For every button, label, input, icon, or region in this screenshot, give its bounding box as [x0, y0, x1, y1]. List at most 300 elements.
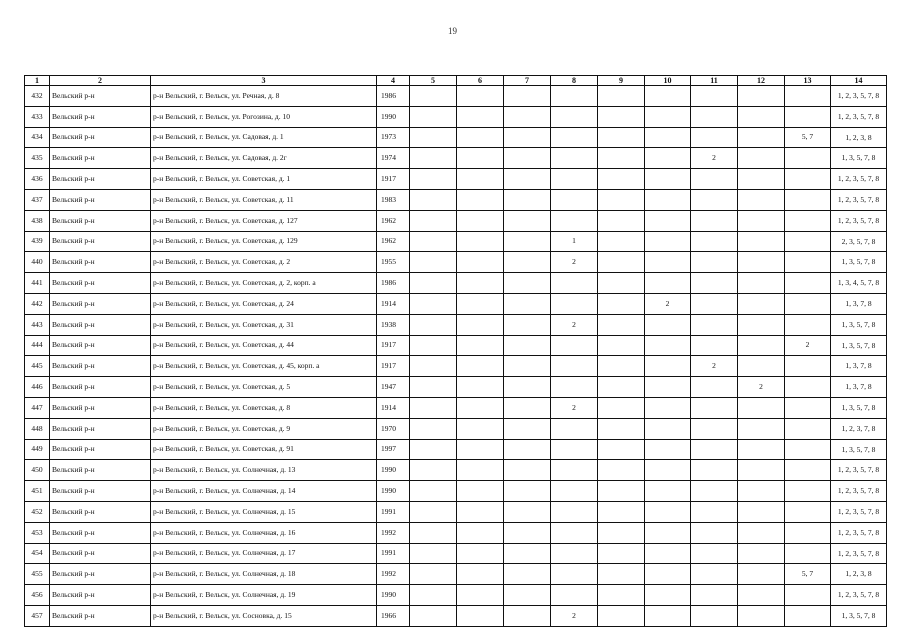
address-cell: р-н Вельский, г. Вельск, ул. Советская, д. 9 — [151, 418, 377, 439]
district-cell: Вельский р-н — [50, 314, 151, 335]
col14-cell: 1, 2, 3, 5, 7, 8 — [831, 481, 887, 502]
col12-cell — [738, 189, 785, 210]
col10-cell — [645, 356, 691, 377]
year-cell: 1974 — [377, 148, 410, 169]
district-cell: Вельский р-н — [50, 481, 151, 502]
col5-cell — [410, 605, 457, 626]
year-cell: 1986 — [377, 86, 410, 107]
col5-cell — [410, 252, 457, 273]
year-cell: 1955 — [377, 252, 410, 273]
district-cell: Вельский р-н — [50, 397, 151, 418]
col6-cell — [457, 314, 504, 335]
col14-cell: 1, 2, 3, 5, 7, 8 — [831, 585, 887, 606]
row-number: 447 — [25, 397, 50, 418]
col8-cell — [551, 377, 598, 398]
col13-cell — [785, 418, 831, 439]
address-cell: р-н Вельский, г. Вельск, ул. Солнечная, д. 16 — [151, 522, 377, 543]
col10-cell — [645, 106, 691, 127]
col7-cell — [504, 335, 551, 356]
row-number: 452 — [25, 501, 50, 522]
table-row — [25, 86, 887, 107]
col14-cell: 1, 3, 5, 7, 8 — [831, 397, 887, 418]
col7-cell — [504, 231, 551, 252]
row-number: 441 — [25, 273, 50, 294]
col13-cell — [785, 605, 831, 626]
district-cell: Вельский р-н — [50, 564, 151, 585]
col12-cell — [738, 86, 785, 107]
col11-cell — [691, 585, 738, 606]
col5-cell — [410, 356, 457, 377]
district-cell: Вельский р-н — [50, 273, 151, 294]
col9-cell — [598, 127, 645, 148]
year-cell: 1990 — [377, 585, 410, 606]
address-cell: р-н Вельский, г. Вельск, ул. Советская, д. 31 — [151, 314, 377, 335]
year-cell: 1992 — [377, 522, 410, 543]
address-cell: р-н Вельский, г. Вельск, ул. Советская, д. 5 — [151, 377, 377, 398]
col7-cell — [504, 210, 551, 231]
col7-cell — [504, 605, 551, 626]
year-cell: 1917 — [377, 356, 410, 377]
year-cell: 1970 — [377, 418, 410, 439]
row-number: 435 — [25, 148, 50, 169]
col14-cell: 1, 3, 7, 8 — [831, 293, 887, 314]
col11-cell — [691, 564, 738, 585]
col5-cell — [410, 501, 457, 522]
column-header-4: 4 — [377, 76, 410, 86]
col8-cell — [551, 564, 598, 585]
district-cell: Вельский р-н — [50, 439, 151, 460]
col6-cell — [457, 605, 504, 626]
col13-cell — [785, 585, 831, 606]
col10-cell — [645, 481, 691, 502]
column-header-1: 1 — [25, 76, 50, 86]
col8-cell — [551, 169, 598, 190]
district-cell: Вельский р-н — [50, 377, 151, 398]
col14-cell: 1, 3, 5, 7, 8 — [831, 605, 887, 626]
col5-cell — [410, 314, 457, 335]
district-cell: Вельский р-н — [50, 585, 151, 606]
col10-cell — [645, 585, 691, 606]
table-row — [25, 397, 887, 418]
col7-cell — [504, 418, 551, 439]
row-number: 455 — [25, 564, 50, 585]
district-cell: Вельский р-н — [50, 127, 151, 148]
col5-cell — [410, 543, 457, 564]
table-row — [25, 169, 887, 190]
col7-cell — [504, 397, 551, 418]
col13-cell — [785, 460, 831, 481]
col14-cell: 1, 3, 7, 8 — [831, 377, 887, 398]
address-cell: р-н Вельский, г. Вельск, ул. Советская, д. 45, корп. а — [151, 356, 377, 377]
col12-cell — [738, 418, 785, 439]
column-header-2: 2 — [50, 76, 151, 86]
col13-cell — [785, 273, 831, 294]
col7-cell — [504, 543, 551, 564]
year-cell: 1991 — [377, 543, 410, 564]
col11-cell — [691, 377, 738, 398]
address-cell: р-н Вельский, г. Вельск, ул. Сосновка, д. 15 — [151, 605, 377, 626]
col12-cell — [738, 439, 785, 460]
col13-cell — [785, 252, 831, 273]
col14-cell: 1, 3, 5, 7, 8 — [831, 335, 887, 356]
district-cell: Вельский р-н — [50, 106, 151, 127]
table-row — [25, 314, 887, 335]
col11-cell — [691, 127, 738, 148]
col6-cell — [457, 273, 504, 294]
year-cell: 1997 — [377, 439, 410, 460]
row-number: 456 — [25, 585, 50, 606]
table-row — [25, 460, 887, 481]
col11-cell — [691, 605, 738, 626]
col12-cell — [738, 543, 785, 564]
col5-cell — [410, 148, 457, 169]
year-cell: 1992 — [377, 564, 410, 585]
col6-cell — [457, 522, 504, 543]
col8-cell — [551, 356, 598, 377]
col10-cell — [645, 522, 691, 543]
district-cell: Вельский р-н — [50, 293, 151, 314]
col9-cell — [598, 169, 645, 190]
col11-cell: 2 — [691, 148, 738, 169]
col13-cell — [785, 522, 831, 543]
col5-cell — [410, 127, 457, 148]
page-number: 19 — [448, 26, 457, 36]
address-cell: р-н Вельский, г. Вельск, ул. Солнечная, д. 15 — [151, 501, 377, 522]
col9-cell — [598, 293, 645, 314]
col13-cell — [785, 356, 831, 377]
col7-cell — [504, 564, 551, 585]
col13-cell — [785, 148, 831, 169]
col9-cell — [598, 252, 645, 273]
col12-cell — [738, 106, 785, 127]
table-row — [25, 605, 887, 626]
table-row — [25, 377, 887, 398]
col7-cell — [504, 460, 551, 481]
col11-cell — [691, 501, 738, 522]
year-cell: 1986 — [377, 273, 410, 294]
col5-cell — [410, 106, 457, 127]
col9-cell — [598, 397, 645, 418]
col6-cell — [457, 564, 504, 585]
col13-cell — [785, 210, 831, 231]
row-number: 438 — [25, 210, 50, 231]
col14-cell: 1, 2, 3, 5, 7, 8 — [831, 522, 887, 543]
table-row — [25, 439, 887, 460]
address-cell: р-н Вельский, г. Вельск, ул. Советская, д. 44 — [151, 335, 377, 356]
col8-cell — [551, 148, 598, 169]
column-header-10: 10 — [645, 76, 691, 86]
col7-cell — [504, 377, 551, 398]
col14-cell: 1, 3, 4, 5, 7, 8 — [831, 273, 887, 294]
col14-cell: 1, 2, 3, 5, 7, 8 — [831, 210, 887, 231]
year-cell: 1990 — [377, 106, 410, 127]
address-cell: р-н Вельский, г. Вельск, ул. Советская, д. 127 — [151, 210, 377, 231]
col8-cell — [551, 293, 598, 314]
table-header-row — [25, 76, 887, 86]
col14-cell: 1, 2, 3, 5, 7, 8 — [831, 543, 887, 564]
col8-cell — [551, 189, 598, 210]
col10-cell — [645, 273, 691, 294]
col8-cell: 2 — [551, 252, 598, 273]
col8-cell — [551, 439, 598, 460]
col10-cell — [645, 397, 691, 418]
col8-cell: 2 — [551, 397, 598, 418]
col12-cell — [738, 481, 785, 502]
col6-cell — [457, 356, 504, 377]
table-row — [25, 481, 887, 502]
col7-cell — [504, 314, 551, 335]
col11-cell — [691, 522, 738, 543]
col7-cell — [504, 522, 551, 543]
col8-cell — [551, 585, 598, 606]
year-cell: 1983 — [377, 189, 410, 210]
col13-cell: 2 — [785, 335, 831, 356]
col9-cell — [598, 481, 645, 502]
col10-cell — [645, 564, 691, 585]
col13-cell — [785, 293, 831, 314]
col6-cell — [457, 460, 504, 481]
col13-cell — [785, 397, 831, 418]
table-row — [25, 231, 887, 252]
year-cell: 1917 — [377, 335, 410, 356]
col5-cell — [410, 439, 457, 460]
col14-cell: 1, 2, 3, 5, 7, 8 — [831, 106, 887, 127]
col5-cell — [410, 169, 457, 190]
table-row — [25, 585, 887, 606]
year-cell: 1966 — [377, 605, 410, 626]
row-number: 451 — [25, 481, 50, 502]
row-number: 448 — [25, 418, 50, 439]
col11-cell — [691, 273, 738, 294]
col14-cell: 1, 3, 7, 8 — [831, 356, 887, 377]
col14-cell: 1, 2, 3, 5, 7, 8 — [831, 189, 887, 210]
column-header-7: 7 — [504, 76, 551, 86]
district-cell: Вельский р-н — [50, 231, 151, 252]
col5-cell — [410, 585, 457, 606]
col13-cell — [785, 231, 831, 252]
column-header-14: 14 — [831, 76, 887, 86]
col11-cell — [691, 86, 738, 107]
col8-cell — [551, 86, 598, 107]
col12-cell — [738, 314, 785, 335]
col9-cell — [598, 418, 645, 439]
col8-cell — [551, 522, 598, 543]
col7-cell — [504, 293, 551, 314]
col9-cell — [598, 377, 645, 398]
col8-cell — [551, 273, 598, 294]
year-cell: 1962 — [377, 210, 410, 231]
col13-cell — [785, 86, 831, 107]
year-cell: 1947 — [377, 377, 410, 398]
col11-cell — [691, 189, 738, 210]
col9-cell — [598, 231, 645, 252]
col8-cell — [551, 106, 598, 127]
col13-cell — [785, 439, 831, 460]
col10-cell — [645, 252, 691, 273]
col11-cell: 2 — [691, 356, 738, 377]
col10-cell — [645, 418, 691, 439]
col5-cell — [410, 86, 457, 107]
col11-cell — [691, 231, 738, 252]
building-table — [24, 75, 887, 627]
district-cell: Вельский р-н — [50, 86, 151, 107]
col12-cell — [738, 356, 785, 377]
address-cell: р-н Вельский, г. Вельск, ул. Советская, д. 1 — [151, 169, 377, 190]
col12-cell — [738, 460, 785, 481]
col12-cell — [738, 522, 785, 543]
col12-cell — [738, 210, 785, 231]
col6-cell — [457, 210, 504, 231]
col8-cell: 2 — [551, 314, 598, 335]
col5-cell — [410, 522, 457, 543]
col10-cell — [645, 377, 691, 398]
table-row — [25, 189, 887, 210]
col8-cell — [551, 501, 598, 522]
address-cell: р-н Вельский, г. Вельск, ул. Советская, д. 24 — [151, 293, 377, 314]
col13-cell — [785, 543, 831, 564]
col6-cell — [457, 543, 504, 564]
col9-cell — [598, 605, 645, 626]
year-cell: 1990 — [377, 460, 410, 481]
col14-cell: 1, 2, 3, 8 — [831, 127, 887, 148]
col11-cell — [691, 335, 738, 356]
col12-cell — [738, 148, 785, 169]
col13-cell — [785, 189, 831, 210]
col8-cell — [551, 127, 598, 148]
district-cell: Вельский р-н — [50, 210, 151, 231]
column-header-11: 11 — [691, 76, 738, 86]
row-number: 433 — [25, 106, 50, 127]
table-row — [25, 127, 887, 148]
col9-cell — [598, 335, 645, 356]
row-number: 453 — [25, 522, 50, 543]
col7-cell — [504, 86, 551, 107]
col9-cell — [598, 460, 645, 481]
address-cell: р-н Вельский, г. Вельск, ул. Советская, д. 91 — [151, 439, 377, 460]
row-number: 437 — [25, 189, 50, 210]
col11-cell — [691, 543, 738, 564]
col8-cell — [551, 418, 598, 439]
row-number: 445 — [25, 356, 50, 377]
column-header-3: 3 — [151, 76, 377, 86]
column-header-6: 6 — [457, 76, 504, 86]
col6-cell — [457, 293, 504, 314]
col8-cell — [551, 335, 598, 356]
col5-cell — [410, 189, 457, 210]
col12-cell — [738, 273, 785, 294]
col8-cell — [551, 210, 598, 231]
col7-cell — [504, 356, 551, 377]
row-number: 443 — [25, 314, 50, 335]
col8-cell: 2 — [551, 605, 598, 626]
year-cell: 1938 — [377, 314, 410, 335]
col14-cell: 1, 2, 3, 5, 7, 8 — [831, 460, 887, 481]
col11-cell — [691, 481, 738, 502]
col13-cell — [785, 377, 831, 398]
col13-cell — [785, 169, 831, 190]
district-cell: Вельский р-н — [50, 543, 151, 564]
col11-cell — [691, 169, 738, 190]
district-cell: Вельский р-н — [50, 189, 151, 210]
col5-cell — [410, 377, 457, 398]
table-row — [25, 501, 887, 522]
col6-cell — [457, 189, 504, 210]
col14-cell: 2, 3, 5, 7, 8 — [831, 231, 887, 252]
col12-cell — [738, 169, 785, 190]
table-row — [25, 293, 887, 314]
row-number: 439 — [25, 231, 50, 252]
col8-cell — [551, 481, 598, 502]
column-header-9: 9 — [598, 76, 645, 86]
col10-cell — [645, 543, 691, 564]
col10-cell — [645, 210, 691, 231]
year-cell: 1917 — [377, 169, 410, 190]
table-body — [25, 86, 887, 627]
col14-cell: 1, 3, 5, 7, 8 — [831, 439, 887, 460]
col10-cell — [645, 439, 691, 460]
col8-cell — [551, 543, 598, 564]
row-number: 449 — [25, 439, 50, 460]
year-cell: 1990 — [377, 481, 410, 502]
row-number: 442 — [25, 293, 50, 314]
row-number: 457 — [25, 605, 50, 626]
address-cell: р-н Вельский, г. Вельск, ул. Советская, д. 11 — [151, 189, 377, 210]
col14-cell: 1, 2, 3, 8 — [831, 564, 887, 585]
col9-cell — [598, 564, 645, 585]
address-cell: р-н Вельский, г. Вельск, ул. Садовая, д. 1 — [151, 127, 377, 148]
col13-cell — [785, 481, 831, 502]
table-row — [25, 522, 887, 543]
col10-cell — [645, 335, 691, 356]
col6-cell — [457, 481, 504, 502]
col5-cell — [410, 481, 457, 502]
col7-cell — [504, 273, 551, 294]
row-number: 454 — [25, 543, 50, 564]
col8-cell: 1 — [551, 231, 598, 252]
address-cell: р-н Вельский, г. Вельск, ул. Советская, д. 8 — [151, 397, 377, 418]
col10-cell: 2 — [645, 293, 691, 314]
col5-cell — [410, 335, 457, 356]
row-number: 440 — [25, 252, 50, 273]
col10-cell — [645, 148, 691, 169]
col6-cell — [457, 127, 504, 148]
col9-cell — [598, 273, 645, 294]
col10-cell — [645, 314, 691, 335]
col9-cell — [598, 522, 645, 543]
col10-cell — [645, 231, 691, 252]
col14-cell: 1, 2, 3, 5, 7, 8 — [831, 501, 887, 522]
table-row — [25, 356, 887, 377]
col12-cell: 2 — [738, 377, 785, 398]
col6-cell — [457, 231, 504, 252]
table-row — [25, 335, 887, 356]
district-cell: Вельский р-н — [50, 605, 151, 626]
col9-cell — [598, 148, 645, 169]
col5-cell — [410, 231, 457, 252]
address-cell: р-н Вельский, г. Вельск, ул. Солнечная, д. 18 — [151, 564, 377, 585]
col6-cell — [457, 169, 504, 190]
col14-cell: 1, 2, 3, 7, 8 — [831, 418, 887, 439]
col5-cell — [410, 293, 457, 314]
row-number: 446 — [25, 377, 50, 398]
col14-cell: 1, 3, 5, 7, 8 — [831, 314, 887, 335]
col5-cell — [410, 460, 457, 481]
address-cell: р-н Вельский, г. Вельск, ул. Советская, д. 2 — [151, 252, 377, 273]
col9-cell — [598, 189, 645, 210]
address-cell: р-н Вельский, г. Вельск, ул. Солнечная, д. 14 — [151, 481, 377, 502]
address-cell: р-н Вельский, г. Вельск, ул. Советская, д. 2, корп. а — [151, 273, 377, 294]
col12-cell — [738, 501, 785, 522]
